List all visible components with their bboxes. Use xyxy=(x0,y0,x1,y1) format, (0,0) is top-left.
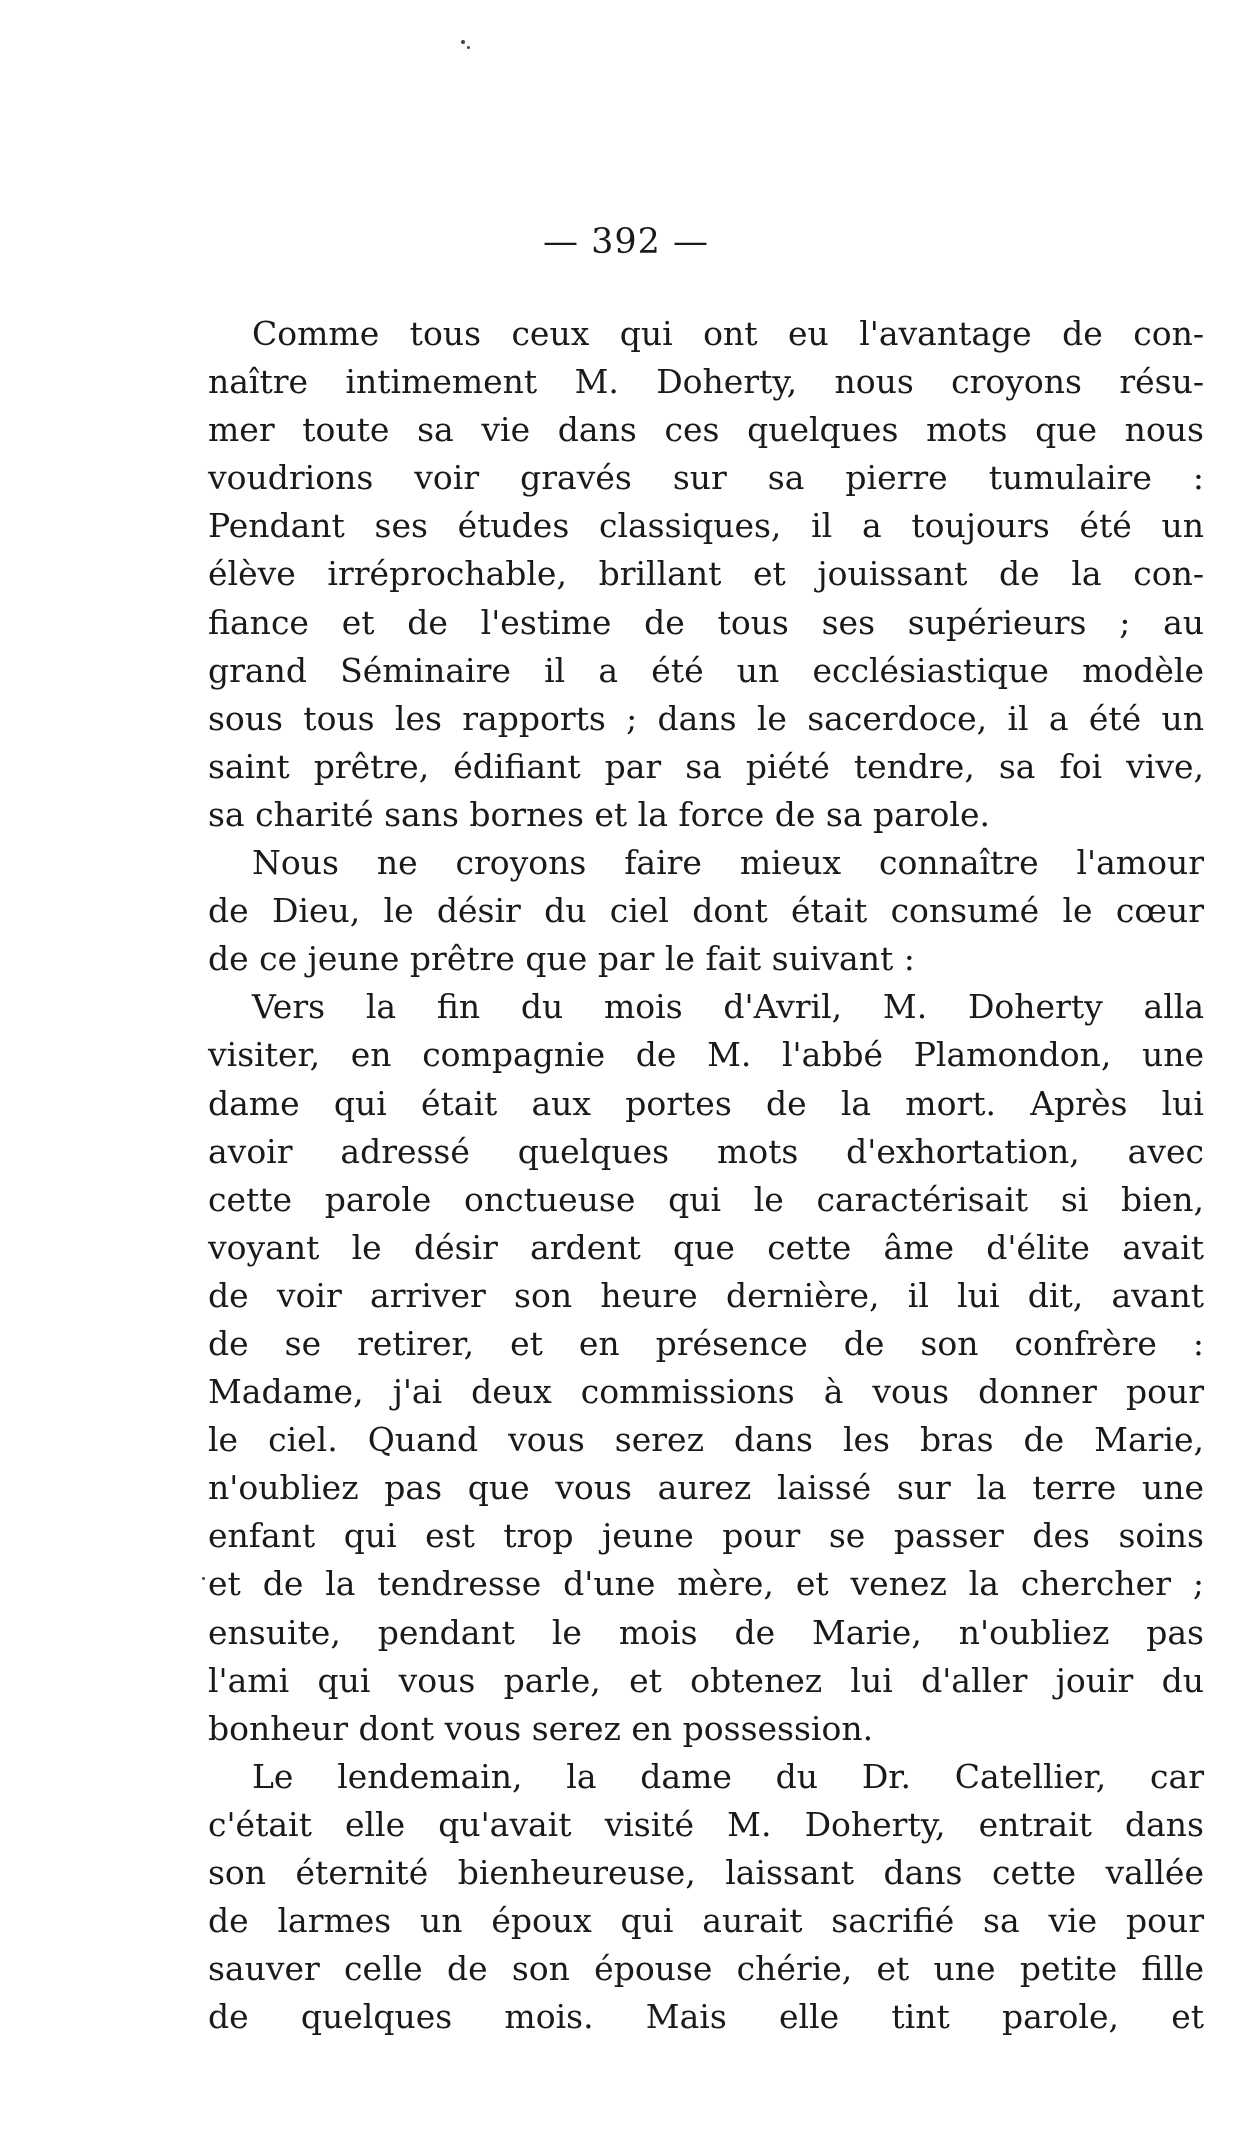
text-line: Nous ne croyons faire mieux connaître l'amour xyxy=(252,843,1204,883)
text-line: naître intimement M. Doherty, nous croyons résu- xyxy=(208,362,1204,402)
text-line: l'ami qui vous parle, et obtenez lui d'aller jouir du xyxy=(208,1660,1204,1700)
body-text xyxy=(208,310,1204,2041)
text-line: sa charité sans bornes et la force de sa parole. xyxy=(208,794,990,834)
text-line: c'était elle qu'avait visité M. Doherty, entrait dans xyxy=(208,1804,1204,1844)
text-line: de quelques mois. Mais elle tint parole, et xyxy=(208,1997,1204,2037)
text-line: n'oubliez pas que vous aurez laissé sur la terre une xyxy=(208,1468,1204,1508)
text-line: saint prêtre, édifiant par sa piété tendre, sa foi vive, xyxy=(208,746,1204,786)
text-line: le ciel. Quand vous serez dans les bras de Marie, xyxy=(208,1420,1204,1460)
text-line: de Dieu, le désir du ciel dont était consumé le cœur xyxy=(208,891,1204,931)
text-line: mer toute sa vie dans ces quelques mots que nous xyxy=(208,410,1204,450)
text-line: de voir arriver son heure dernière, il lui dit, avant xyxy=(208,1275,1204,1315)
text-line: voudrions voir gravés sur sa pierre tumulaire : xyxy=(208,458,1204,498)
text-line: son éternité bienheureuse, laissant dans cette vallée xyxy=(208,1853,1204,1892)
text-line: bonheur dont vous serez en possession. xyxy=(208,1708,874,1748)
text-line: voyant le désir ardent que cette âme d'élite avait xyxy=(208,1227,1204,1267)
text-line: fiance et de l'estime de tous ses supérieurs ; au xyxy=(208,602,1204,642)
print-speck xyxy=(467,46,470,49)
text-line: Comme tous ceux qui ont eu l'avantage de con- xyxy=(252,314,1204,353)
text-line: dame qui était aux portes de la mort. Après lui xyxy=(208,1083,1204,1123)
text-line: sauver celle de son épouse chérie, et une petite fille xyxy=(208,1949,1204,1989)
text-line: avoir adressé quelques mots d'exhortation, avec xyxy=(208,1131,1204,1171)
text-line: de se retirer, et en présence de son confrère : xyxy=(208,1323,1204,1363)
text-line: cette parole onctueuse qui le caractérisait si bien, xyxy=(208,1179,1204,1219)
text-line: visiter, en compagnie de M. l'abbé Plamondon, une xyxy=(208,1035,1204,1075)
text-line: Le lendemain, la dame du Dr. Catellier, car xyxy=(252,1756,1204,1796)
text-line: de larmes un époux qui aurait sacrifié sa vie pour xyxy=(208,1901,1204,1941)
text-line: élève irréprochable, brillant et jouissant de la con- xyxy=(208,554,1204,594)
text-line: ensuite, pendant le mois de Marie, n'oubliez pas xyxy=(208,1612,1204,1652)
text-line: enfant qui est trop jeune pour se passer des soins xyxy=(208,1516,1204,1556)
print-speck xyxy=(202,1577,205,1580)
text-line: Vers la fin du mois d'Avril, M. Doherty alla xyxy=(252,987,1204,1027)
print-speck xyxy=(461,40,465,44)
text-line: sous tous les rapports ; dans le sacerdoce, il a été un xyxy=(208,698,1204,738)
text-line: grand Séminaire il a été un ecclésiastique modèle xyxy=(208,650,1204,690)
page-number: — 392 — xyxy=(542,222,710,262)
text-line: et de la tendresse d'une mère, et venez la chercher ; xyxy=(208,1564,1204,1604)
text-line: de ce jeune prêtre que par le fait suivant : xyxy=(208,939,915,979)
text-line: Madame, j'ai deux commissions à vous donner pour xyxy=(208,1372,1204,1412)
text-line: Pendant ses études classiques, il a toujours été un xyxy=(208,506,1204,546)
